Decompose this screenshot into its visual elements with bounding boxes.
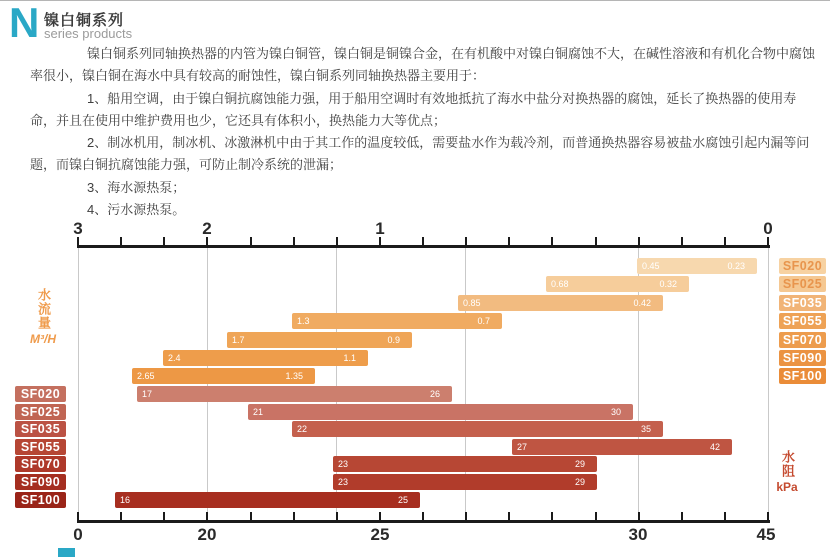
flow-bar-max-value: 0.32: [659, 279, 677, 289]
flow-model-tag-SF100: SF100: [779, 368, 826, 384]
chart-gridline: [207, 248, 208, 520]
bottom-axis-tick: [422, 512, 424, 520]
flow-bar-min-value: 1.7: [232, 335, 245, 345]
top-axis-tick-label: 1: [375, 219, 385, 238]
brand-n-logo: N: [9, 0, 40, 46]
resistance-bar-SF020: [137, 386, 452, 402]
resistance-model-tag-SF070: SF070: [15, 456, 66, 472]
resistance-bar-min-value: 22: [297, 424, 308, 434]
resistance-bar-SF025: [248, 404, 633, 420]
resistance-model-tag-SF055: SF055: [15, 439, 66, 455]
resistance-bar-max-value: 25: [397, 495, 408, 505]
resistance-axis-title: [768, 450, 806, 494]
flow-model-tag-SF090: SF090: [779, 350, 826, 366]
flow-bar-SF070: [227, 332, 412, 348]
bottom-axis-tick: [293, 512, 295, 520]
flow-bar-min-value: 0.85: [463, 298, 481, 308]
flow-bar-min-value: 2.4: [168, 353, 181, 363]
bottom-axis-tick-label: 20: [197, 525, 217, 544]
bottom-axis-line: [77, 520, 770, 523]
flow-bar-min-value: 1.3: [297, 316, 310, 326]
flow-bar-min-value: 2.65: [137, 371, 155, 381]
bottom-axis-tick: [724, 512, 726, 520]
bottom-axis-tick-label: 0: [73, 525, 83, 544]
flow-bar-max-value: 1.1: [343, 353, 356, 363]
resistance-model-tag-SF035: SF035: [15, 421, 66, 437]
resistance-model-tag-SF090: SF090: [15, 474, 66, 490]
resistance-bar-min-value: 27: [517, 442, 528, 452]
intro-text: [30, 43, 817, 221]
flow-bar-SF025: [546, 276, 689, 292]
intro-paragraph: 镍白铜系列同轴换热器的内管为镍白铜管，镍白铜是铜镍合金，在有机酸中对镍白铜腐蚀不大，在碱性溶液和有机化合物中腐蚀率很小，镍白铜在海水中具有较高的耐蚀性，镍白铜系列同轴换热器主要用于：: [30, 46, 816, 84]
top-axis-line: [77, 245, 770, 248]
resistance-bar-min-value: 23: [338, 459, 349, 469]
resistance-bar-max-value: 35: [640, 424, 651, 434]
bottom-axis-tick-label: 30: [628, 525, 648, 544]
flow-bar-max-value: 0.7: [477, 316, 490, 326]
resistance-bar-min-value: 17: [142, 389, 153, 399]
top-axis-tick: [422, 237, 424, 245]
bottom-axis-tick: [77, 512, 79, 520]
resistance-bar-max-value: 30: [610, 407, 621, 417]
top-axis-tick: [250, 237, 252, 245]
resistance-axis-title-text: 水阻: [780, 450, 795, 478]
flow-axis-title-text: 水流量: [36, 288, 51, 330]
flow-bar-max-value: 0.23: [727, 261, 745, 271]
bottom-axis-tick: [508, 512, 510, 520]
resistance-bar-max-value: 26: [429, 389, 440, 399]
flow-bar-SF020: [637, 258, 757, 274]
resistance-bar-max-value: 42: [709, 442, 720, 452]
bottom-axis-tick: [681, 512, 683, 520]
top-axis-tick: [120, 237, 122, 245]
top-axis-tick: [293, 237, 295, 245]
top-axis-tick-label: 0: [763, 219, 773, 238]
top-axis-tick: [551, 237, 553, 245]
top-axis-tick: [681, 237, 683, 245]
resistance-model-tag-SF020: SF020: [15, 386, 66, 402]
bottom-axis-tick: [250, 512, 252, 520]
resistance-bar-min-value: 21: [253, 407, 264, 417]
bottom-axis-tick: [379, 512, 381, 520]
flow-bar-max-value: 0.9: [387, 335, 400, 345]
flow-model-tag-SF055: SF055: [779, 313, 826, 329]
intro-item-2: 2、制冰机用，制冰机、冰激淋机中由于其工作的温度较低，需要盐水作为载冷剂，而普通换热器容易被盐水腐蚀引起内漏等问题，而镍白铜抗腐蚀能力强，可防止制冷系统的泄漏；: [30, 135, 810, 173]
flow-model-tag-SF070: SF070: [779, 332, 826, 348]
intro-item-1: 1、船用空调，由于镍白铜抗腐蚀能力强，用于船用空调时有效地抵抗了海水中盐分对换热器的腐蚀，延长了换热器的使用寿命，并且在使用中维护费用也少，它还具有体积小，换热能力大等优点；: [30, 90, 797, 128]
resistance-bar-max-value: 29: [574, 477, 585, 487]
flow-bar-min-value: 0.45: [642, 261, 660, 271]
resistance-bar-min-value: 16: [120, 495, 131, 505]
bottom-axis-tick-label: 45: [756, 525, 776, 544]
bottom-axis-tick: [163, 512, 165, 520]
flow-bar-min-value: 0.68: [551, 279, 569, 289]
bottom-axis-tick: [336, 512, 338, 520]
flow-bar-max-value: 0.42: [633, 298, 651, 308]
page-title: 镍白铜系列: [44, 12, 125, 29]
resistance-model-tag-SF025: SF025: [15, 404, 66, 420]
top-axis-tick: [336, 237, 338, 245]
top-axis-tick-label: 2: [202, 219, 212, 238]
top-axis-tick: [595, 237, 597, 245]
top-axis-tick: [465, 237, 467, 245]
resistance-bar-SF100: [115, 492, 420, 508]
top-axis-tick: [724, 237, 726, 245]
intro-item-4: 4、污水源热泵。: [87, 202, 186, 218]
bottom-axis-tick: [206, 512, 208, 520]
flow-model-tag-SF025: SF025: [779, 276, 826, 292]
bottom-axis-tick: [638, 512, 640, 520]
flow-bar-SF035: [458, 295, 663, 311]
page-subtitle: series products: [44, 26, 133, 41]
flow-bar-SF055: [292, 313, 502, 329]
flow-bar-SF100: [132, 368, 315, 384]
bottom-axis-tick: [595, 512, 597, 520]
resistance-bar-SF035: [292, 421, 663, 437]
bottom-axis-tick-label: 25: [370, 525, 390, 544]
flow-bar-SF090: [163, 350, 368, 366]
flow-model-tag-SF020: SF020: [779, 258, 826, 274]
bottom-axis-tick: [551, 512, 553, 520]
resistance-bar-max-value: 29: [574, 459, 585, 469]
resistance-bar-min-value: 23: [338, 477, 349, 487]
bottom-axis-tick: [767, 512, 769, 520]
top-axis-tick: [638, 237, 640, 245]
flow-bar-max-value: 1.35: [285, 371, 303, 381]
resistance-bar-SF055: [512, 439, 732, 455]
flow-axis-unit: M³/H: [30, 332, 56, 346]
bottom-axis-tick: [465, 512, 467, 520]
resistance-model-tag-SF100: SF100: [15, 492, 66, 508]
flow-axis-title: [24, 288, 62, 346]
intro-item-3: 3、海水源热泵；: [87, 179, 186, 195]
flow-model-tag-SF035: SF035: [779, 295, 826, 311]
resistance-bar-SF090: [333, 474, 597, 490]
bottom-axis-tick: [120, 512, 122, 520]
resistance-axis-unit: kPa: [776, 480, 798, 494]
top-axis-tick: [508, 237, 510, 245]
top-axis-tick-label: 3: [73, 219, 83, 238]
chart-gridline: [78, 248, 79, 520]
resistance-bar-SF070: [333, 456, 597, 472]
top-axis-tick: [163, 237, 165, 245]
